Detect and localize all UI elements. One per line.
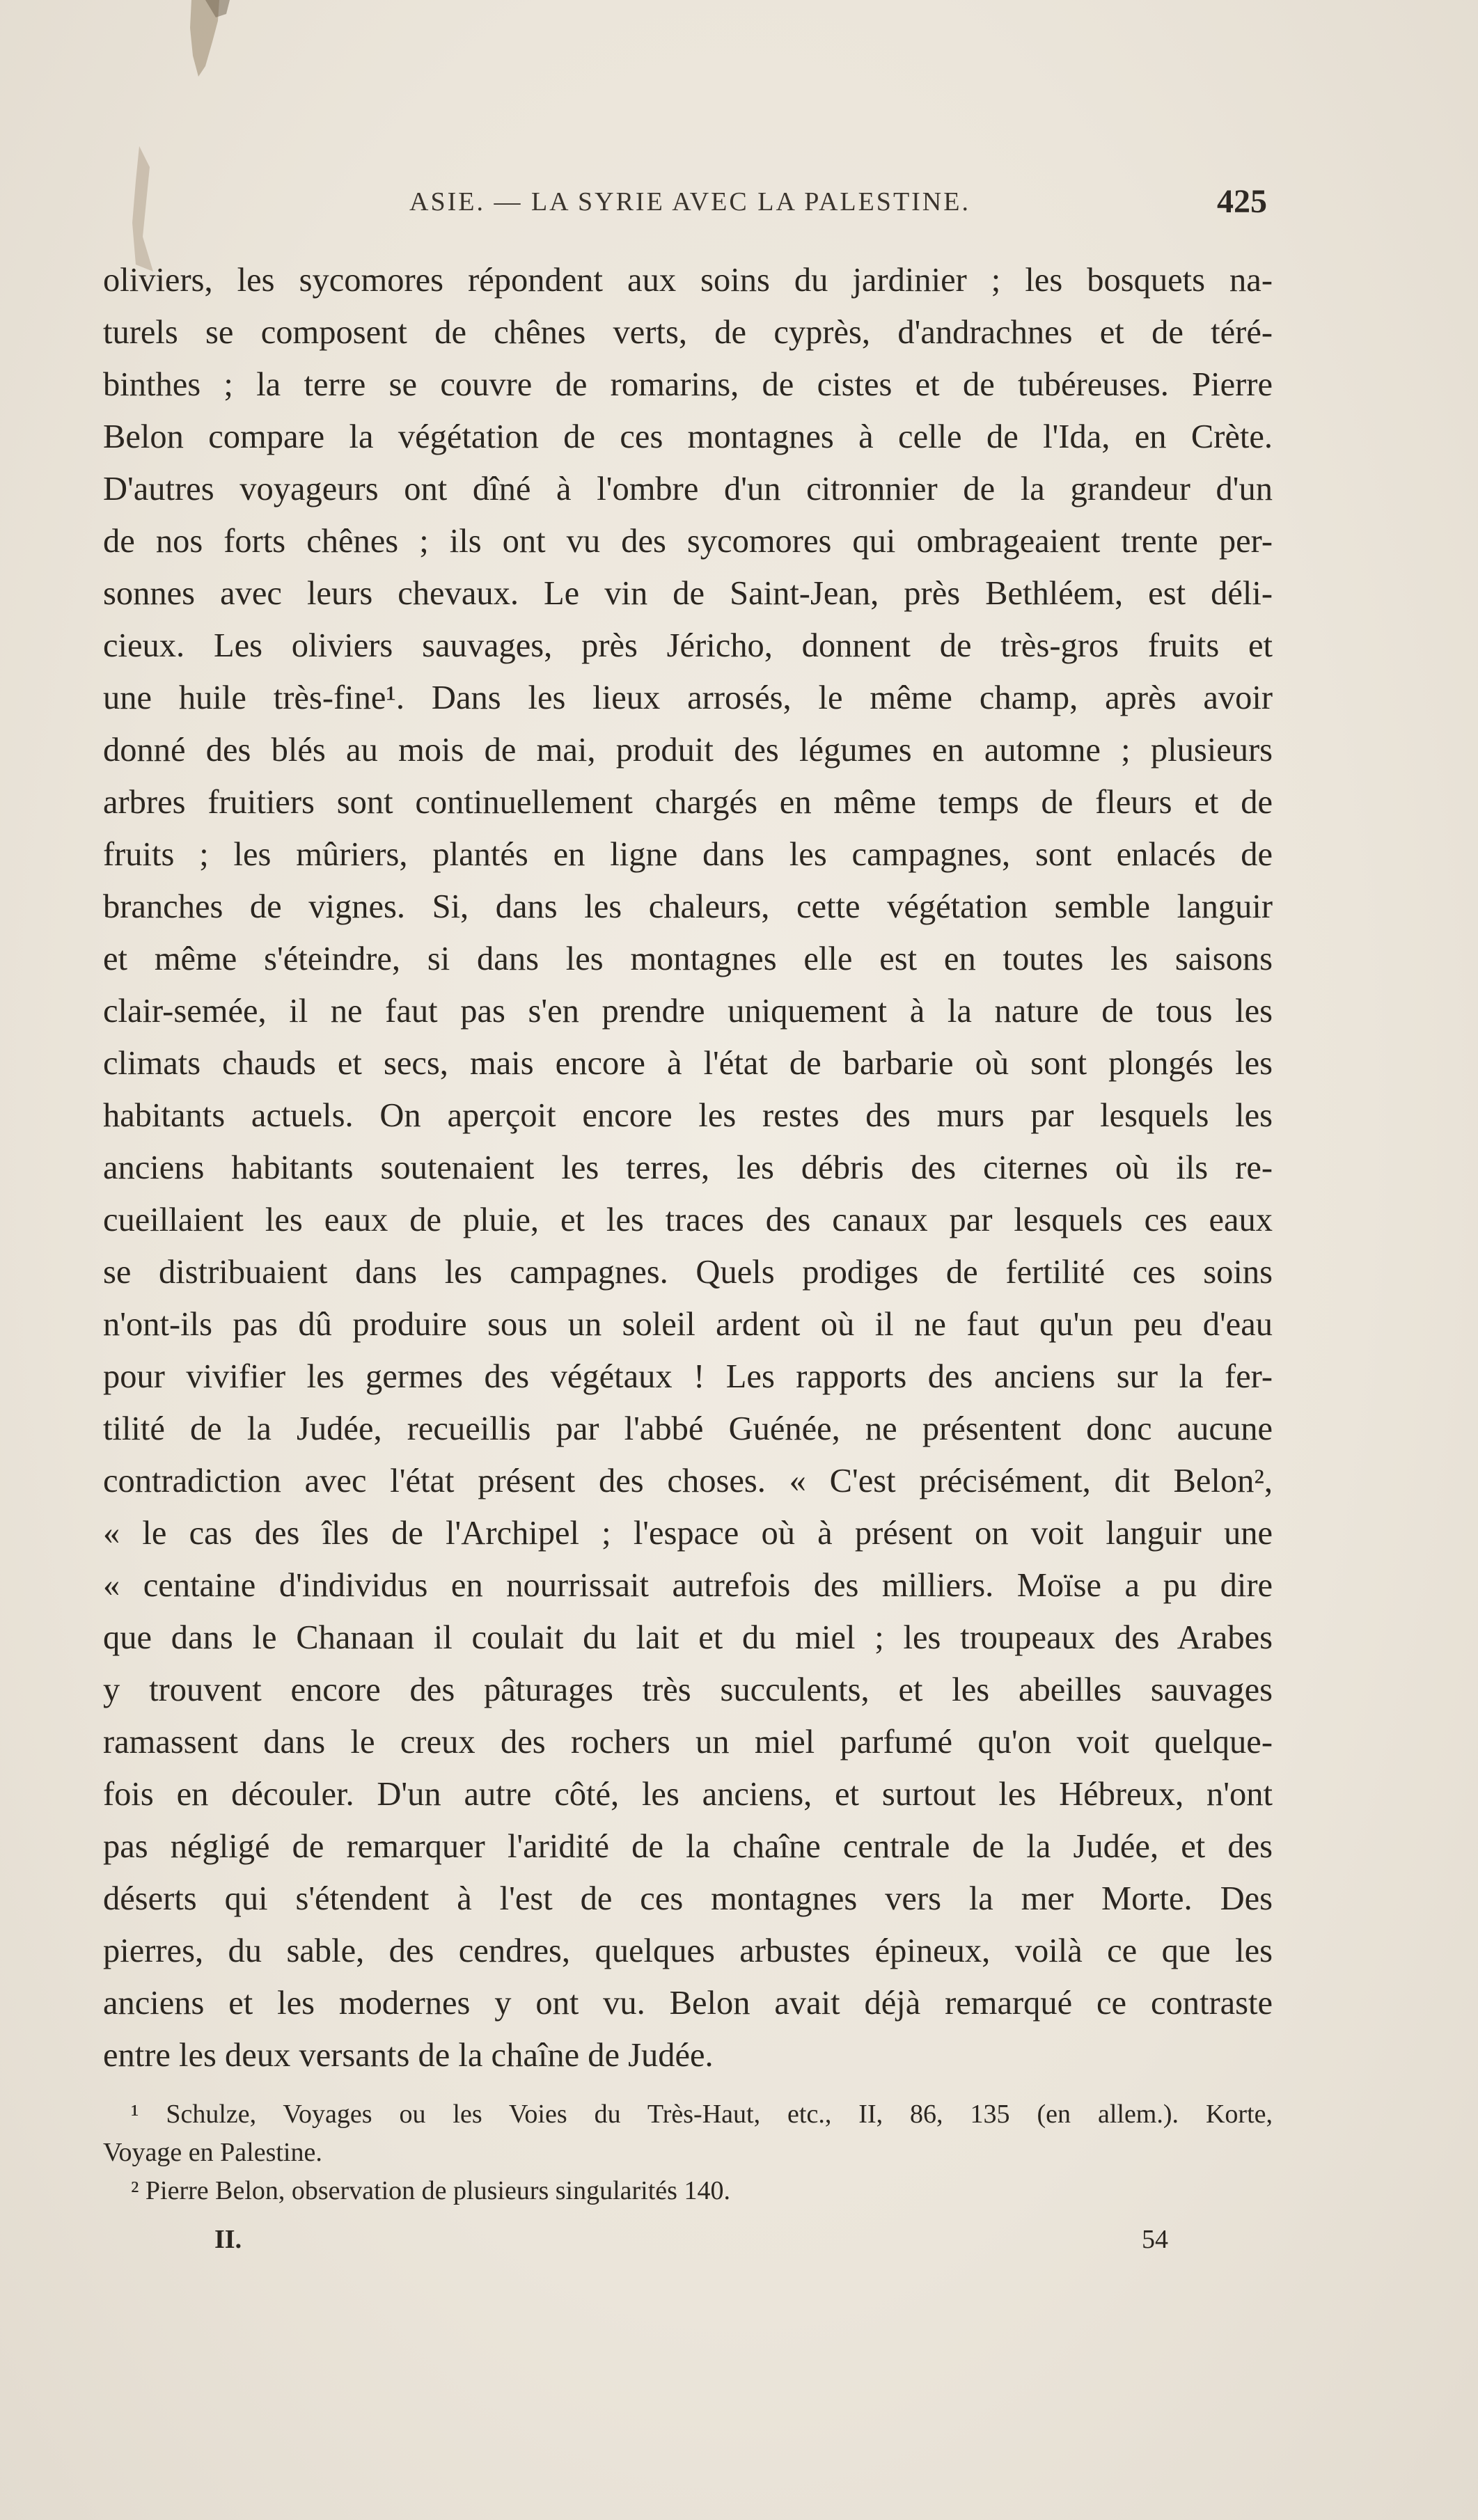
text-line: de nos forts chênes ; ils ont vu des sycomores qui ombrageaient trente per- bbox=[103, 523, 1273, 560]
footnote-1-line-1: ¹ Schulze, Voyages ou les Voies du Très-Haut, etc., II, 86, 135 (en allem.). Korte, bbox=[131, 2100, 1273, 2129]
text-line: cieux. Les oliviers sauvages, près Jéricho, donnent de très-gros fruits et bbox=[103, 627, 1273, 664]
text-line: habitants actuels. On aperçoit encore les restes des murs par lesquels les bbox=[103, 1097, 1273, 1134]
text-line: ramassent dans le creux des rochers un miel parfumé qu'on voit quelque- bbox=[103, 1724, 1273, 1761]
footnote-1-line-2: Voyage en Palestine. bbox=[103, 2138, 322, 2167]
text-line: se distribuaient dans les campagnes. Quels prodiges de fertilité ces soins bbox=[103, 1254, 1273, 1291]
text-line: D'autres voyageurs ont dîné à l'ombre d'un citronnier de la grandeur d'un bbox=[103, 471, 1273, 507]
running-head: ASIE. — LA SYRIE AVEC LA PALESTINE. bbox=[409, 187, 970, 216]
footnotes bbox=[103, 2095, 1273, 2210]
text-line: et même s'éteindre, si dans les montagnes elle est en toutes les saisons bbox=[103, 940, 1273, 977]
text-line: contradiction avec l'état présent des choses. « C'est précisément, dit Belon², bbox=[103, 1463, 1273, 1499]
text-line: « le cas des îles de l'Archipel ; l'espace où à présent on voit languir une bbox=[103, 1515, 1273, 1552]
page-header bbox=[97, 182, 1267, 224]
text-line: « centaine d'individus en nourrissait autrefois des milliers. Moïse a pu dire bbox=[103, 1567, 1273, 1604]
text-line: oliviers, les sycomores répondent aux soins du jardinier ; les bosquets na- bbox=[103, 262, 1273, 299]
text-line-last: entre les deux versants de la chaîne de Judée. bbox=[103, 2037, 714, 2074]
text-line: une huile très-fine¹. Dans les lieux arrosés, le même champ, après avoir bbox=[103, 679, 1273, 716]
text-line: turels se composent de chênes verts, de cyprès, d'andrachnes et de téré- bbox=[103, 314, 1273, 351]
text-line: clair-semée, il ne faut pas s'en prendre uniquement à la nature de tous les bbox=[103, 993, 1273, 1030]
text-line: fruits ; les mûriers, plantés en ligne dans les campagnes, sont enlacés de bbox=[103, 836, 1273, 873]
text-line: Belon compare la végétation de ces montagnes à celle de l'Ida, en Crète. bbox=[103, 418, 1273, 455]
body-text bbox=[103, 254, 1273, 2081]
text-line: cueillaient les eaux de pluie, et les traces des canaux par lesquels ces eaux bbox=[103, 1202, 1273, 1238]
signature-mark: II. bbox=[214, 2225, 242, 2254]
text-line: anciens habitants soutenaient les terres, les débris des citernes où ils re- bbox=[103, 1149, 1273, 1186]
page-footer bbox=[103, 2224, 1168, 2266]
text-line: binthes ; la terre se couvre de romarins, de cistes et de tubéreuses. Pierre bbox=[103, 366, 1273, 403]
text-line: climats chauds et secs, mais encore à l'état de barbarie où sont plongés les bbox=[103, 1045, 1273, 1082]
folio-number: 54 bbox=[1142, 2225, 1168, 2254]
text-line: fois en découler. D'un autre côté, les anciens, et surtout les Hébreux, n'ont bbox=[103, 1776, 1273, 1813]
ink-stain-top bbox=[178, 0, 240, 84]
text-line: n'ont-ils pas dû produire sous un soleil ardent où il ne faut qu'un peu d'eau bbox=[103, 1306, 1273, 1343]
text-line: arbres fruitiers sont continuellement chargés en même temps de fleurs et de bbox=[103, 784, 1273, 821]
page-number: 425 bbox=[1217, 183, 1267, 220]
text-line: branches de vignes. Si, dans les chaleurs, cette végétation semble languir bbox=[103, 888, 1273, 925]
text-line: pas négligé de remarquer l'aridité de la chaîne centrale de la Judée, et des bbox=[103, 1828, 1273, 1865]
text-line: pierres, du sable, des cendres, quelques arbustes épineux, voilà ce que les bbox=[103, 1932, 1273, 1969]
text-line: tilité de la Judée, recueillis par l'abbé Guénée, ne présentent donc aucune bbox=[103, 1410, 1273, 1447]
text-line: anciens et les modernes y ont vu. Belon avait déjà remarqué ce contraste bbox=[103, 1985, 1273, 2022]
text-line: pour vivifier les germes des végétaux ! Les rapports des anciens sur la fer- bbox=[103, 1358, 1273, 1395]
text-line: sonnes avec leurs chevaux. Le vin de Saint-Jean, près Bethléem, est déli- bbox=[103, 575, 1273, 612]
text-line: déserts qui s'étendent à l'est de ces montagnes vers la mer Morte. Des bbox=[103, 1880, 1273, 1917]
text-line: que dans le Chanaan il coulait du lait et du miel ; les troupeaux des Arabes bbox=[103, 1619, 1273, 1656]
text-line: donné des blés au mois de mai, produit des légumes en automne ; plusieurs bbox=[103, 732, 1273, 769]
text-line: y trouvent encore des pâturages très succulents, et les abeilles sauvages bbox=[103, 1671, 1273, 1708]
footnote-2: ² Pierre Belon, observation de plusieurs singularités 140. bbox=[131, 2176, 730, 2205]
